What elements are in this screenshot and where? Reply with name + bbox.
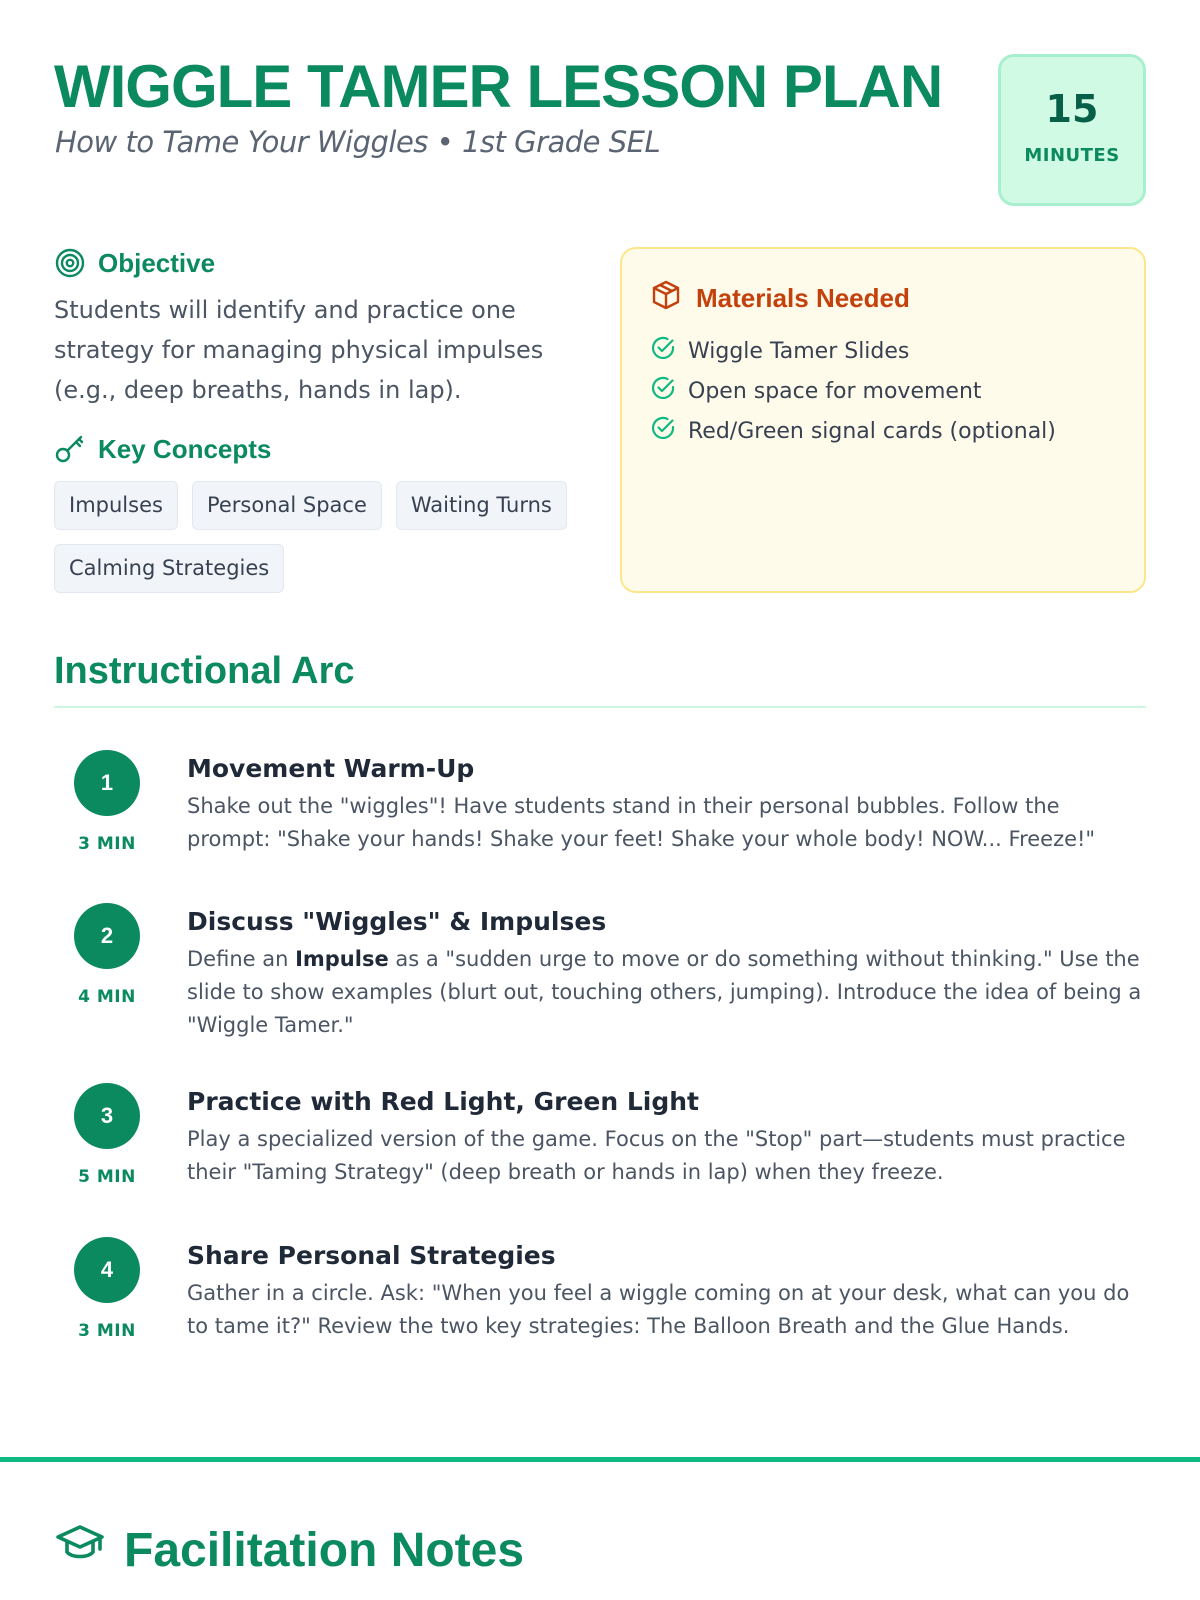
check-circle-icon bbox=[650, 415, 676, 447]
concept-chip: Personal Space bbox=[192, 481, 382, 530]
key-icon bbox=[54, 433, 86, 465]
facilitation-notes-label: Facilitation Notes bbox=[124, 1523, 525, 1577]
key-concepts-heading bbox=[54, 433, 271, 465]
step-duration: 3 MIN bbox=[78, 1321, 136, 1341]
step-description: Gather in a circle. Ask: "When you feel a wiggle coming on at your desk, what can you do to tame it?" Review the two key strategies: The Balloon Breath and the Glue Hands. bbox=[187, 1281, 1130, 1338]
materials-list bbox=[650, 331, 1056, 451]
concept-chip: Calming Strategies bbox=[54, 544, 284, 593]
materials-heading-label: Materials Needed bbox=[696, 283, 910, 313]
step-description-text: Define an bbox=[187, 947, 296, 971]
step-description: Play a specialized version of the game. Focus on the "Stop" part—students must practice their "Taming Strategy" (deep breath or hands in lap) when they freeze. bbox=[187, 1127, 1126, 1184]
step-number-badge: 1 bbox=[74, 750, 140, 816]
concept-chip: Waiting Turns bbox=[396, 481, 567, 530]
step-title: Movement Warm-Up bbox=[187, 754, 475, 783]
objective-text: Students will identify and practice one strategy for managing physical impulses (e.g., deep breaths, hands in lap). bbox=[54, 296, 544, 404]
step-description-text: as a "sudden urge to move or do something without thinking." Use the slide to show examples (blurt out, touching others, jumping). Introduce the idea of being a "Wiggle Tamer." bbox=[187, 947, 1142, 1037]
materials-item-label: Wiggle Tamer Slides bbox=[688, 338, 910, 364]
step-description bbox=[187, 943, 1147, 1042]
objective-heading bbox=[54, 247, 215, 279]
step-title: Practice with Red Light, Green Light bbox=[187, 1087, 700, 1116]
concept-chip: Impulses bbox=[54, 481, 178, 530]
page-subtitle: How to Tame Your Wiggles • 1st Grade SEL bbox=[55, 125, 661, 159]
duration-badge bbox=[998, 54, 1146, 206]
graduation-cap-icon bbox=[54, 1518, 106, 1582]
page-title: WIGGLE TAMER LESSON PLAN bbox=[54, 53, 943, 120]
check-circle-icon bbox=[650, 335, 676, 367]
materials-item bbox=[650, 411, 1056, 451]
step-duration: 5 MIN bbox=[78, 1167, 136, 1187]
key-concepts-heading-label: Key Concepts bbox=[98, 433, 272, 464]
target-icon bbox=[54, 247, 86, 279]
step-number-badge: 3 bbox=[74, 1083, 140, 1149]
section-divider bbox=[54, 706, 1146, 708]
step-number-badge: 4 bbox=[74, 1237, 140, 1303]
materials-heading bbox=[650, 279, 910, 318]
step-title: Discuss "Wiggles" & Impulses bbox=[187, 907, 607, 936]
step-description: Shake out the "wiggles"! Have students stand in their personal bubbles. Follow the prompt: "Shake your hands! Shake your feet! Shake your whole body! NOW... Freeze!" bbox=[187, 794, 1096, 851]
objective-heading-label: Objective bbox=[98, 247, 216, 278]
materials-item-label: Open space for movement bbox=[688, 378, 982, 404]
materials-card bbox=[620, 247, 1146, 593]
package-icon bbox=[650, 279, 682, 318]
step-description-term: Impulse bbox=[295, 947, 389, 971]
materials-item bbox=[650, 371, 1056, 411]
duration-value: 15 bbox=[1045, 87, 1099, 131]
materials-item-label: Red/Green signal cards (optional) bbox=[688, 418, 1056, 444]
facilitation-notes-heading bbox=[54, 1518, 524, 1582]
section-divider bbox=[0, 1457, 1200, 1462]
step-number-badge: 2 bbox=[74, 903, 140, 969]
key-concepts-list bbox=[54, 481, 594, 593]
step-duration: 3 MIN bbox=[78, 834, 136, 854]
materials-item bbox=[650, 331, 1056, 371]
instructional-arc-heading: Instructional Arc bbox=[54, 650, 355, 692]
check-circle-icon bbox=[650, 375, 676, 407]
step-duration: 4 MIN bbox=[78, 987, 136, 1007]
duration-unit: MINUTES bbox=[1024, 145, 1120, 166]
step-title: Share Personal Strategies bbox=[187, 1241, 556, 1270]
